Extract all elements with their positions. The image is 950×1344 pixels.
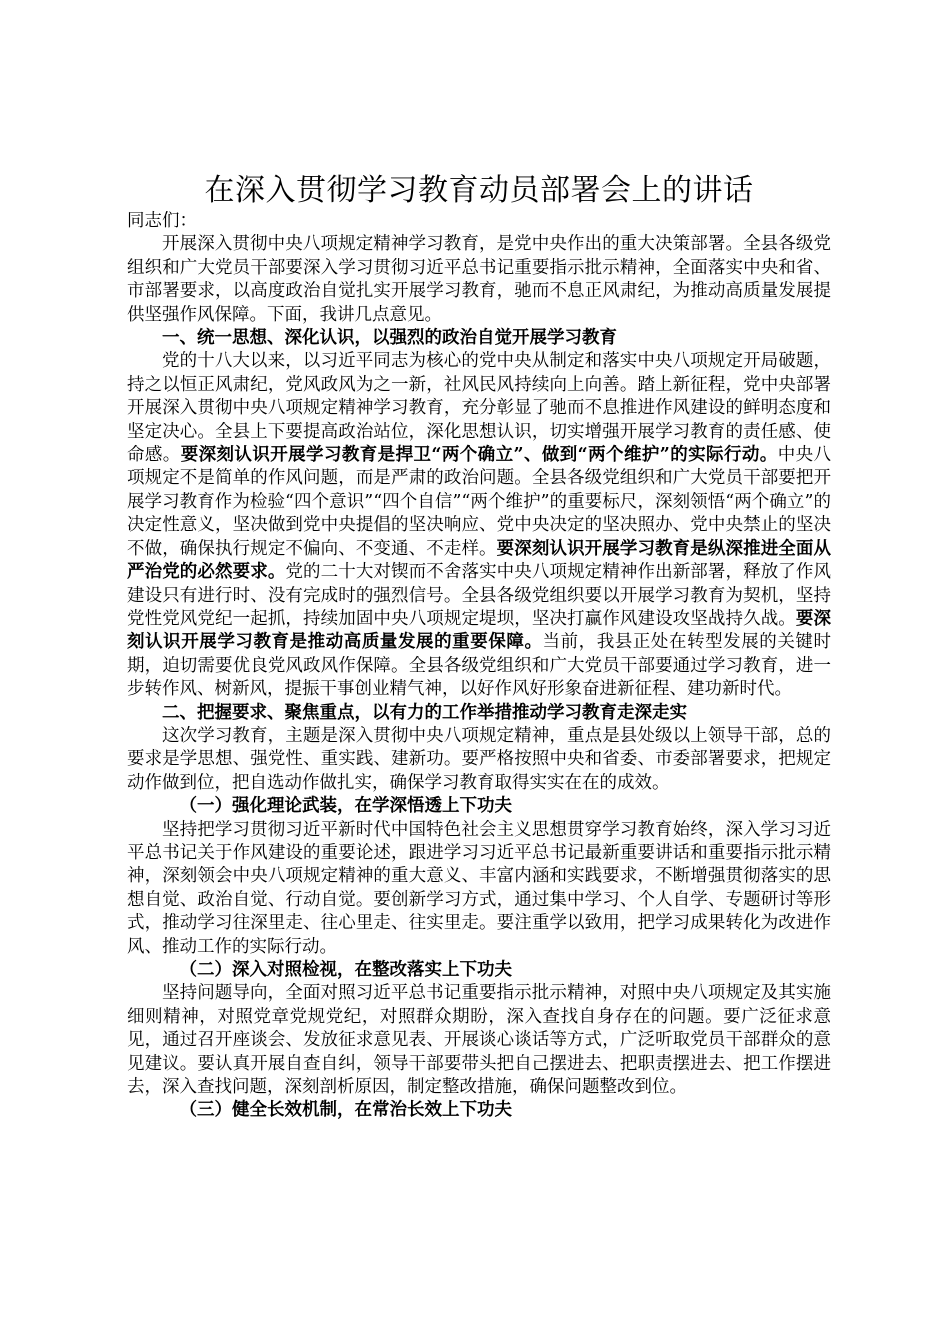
section-2-intro: 这次学习教育，主题是深入贯彻中央八项规定精神，重点是县处级以上领导干部，总的要求是学思想、强党性、重实践、建新功。要严格按照中央和省委、市委部署要求，把规定动作做到位，把自选动作做扎实，确保学习教育取得实实在在的成效。 — [127, 725, 831, 793]
salutation: 同志们： — [127, 211, 197, 231]
section-1-text-a: 党的十八大以来，以习近平同志为核心的党中央从制定和落实中央八项规定开局破题，持之以恒正风肃纪，党风政风为之一新，社风民风持续向上向善。踏上新征程，党中央部署开展深入贯彻中央八项规定精神学习教育，充分彰显了驰而不息推进作风建设的鲜明态度和坚定决心。全县上下要提高政治站位，深化思想认识，切实增强开展学习教育的责任感、使命感。 — [127, 351, 831, 466]
subsection-2-heading: （二）深入对照检视，在整改落实上下功夫 — [179, 960, 512, 980]
section-2-heading: 二、把握要求、聚焦重点，以有力的工作举措推动学习教育走深走实 — [162, 702, 687, 723]
section-1-text-d: 当前，我县正处在转型发展的关键时期，迫切需要优良党风政风作保障。全县各级党组织和广大党员干部要通过学习教育，进一步转作风、树新风，提振干事创业精气神，以好作风好形象奋进新征程、建功新时代。 — [127, 632, 832, 700]
subsection-1-heading: （一）强化理论武装，在学深悟透上下功夫 — [179, 796, 512, 817]
section-1-emphasis-1: 要深刻认识开展学习教育是捍卫“两个确立”、做到“两个维护”的实际行动。 — [180, 445, 778, 466]
section-1-text-b: 中央八项规定不是简单的作风问题，而是严肃的政治问题。全县各级党组织和广大党员干部要把开展学习教育作为检验“四个意识”“四个自信”“两个维护”的重要标尺，深刻领悟“两个确立”的决定性意义，坚决做到党中央提倡的坚决响应、党中央决定的坚决照办、党中央禁止的坚决不做，确保执行规定不偏向、不变通、不走样。 — [127, 445, 831, 559]
section-1-heading: 一、统一思想、深化认识，以强烈的政治自觉开展学习教育 — [162, 328, 617, 349]
intro-paragraph: 开展深入贯彻中央八项规定精神学习教育，是党中央作出的重大决策部署。全县各级党组织和广大党员干部要深入学习贯彻习近平总书记重要指示批示精神，全面落实中央和省、市部署要求，以高度政治自觉扎实开展学习教育，驰而不息正风肃纪，为推动高质量发展提供坚强作风保障。下面，我讲几点意见。 — [127, 234, 831, 325]
subsection-1-body: 坚持把学习贯彻习近平新时代中国特色社会主义思想贯穿学习教育始终，深入学习习近平总书记关于作风建设的重要论述，跟进学习习近平总书记最新重要讲话和重要指示批示精神，深刻领会中央八项规定精神的重大意义、丰富内涵和实践要求，不断增强贯彻落实的思想自觉、政治自觉、行动自觉。要创新学习方式，通过集中学习、个人自学、专题研讨等形式，推动学习往深里走、往心里走、往实里走。要注重学以致用，把学习成果转化为改进作风、推动工作的实际行动。 — [127, 819, 831, 957]
section-1-emphasis-2: 要深刻认识开展学习教育是纵深推进全面从严治党的必然要求。 — [127, 538, 832, 583]
section-1-emphasis-3: 要深刻认识开展学习教育是推动高质量发展的重要保障。 — [127, 608, 832, 653]
subsection-3-heading: （三）健全长效机制，在常治长效上下功夫 — [179, 1100, 512, 1121]
section-1-paragraph — [127, 350, 831, 701]
document-page — [127, 172, 831, 1123]
section-1-text-c: 党的二十大对锲而不舍落实中央八项规定精神作出新部署，释放了作风建设只有进行时、没有完成时的强烈信号。全县各级党组织要以开展学习教育为契机，坚持党性党风党纪一起抓，持续加固中央八项规定堤坝，坚决打赢作风建设攻坚战持久战。 — [127, 562, 832, 629]
subsection-2-body: 坚持问题导向，全面对照习近平总书记重要指示批示精神，对照中央八项规定及其实施细则精神，对照党章党规党纪，对照群众期盼，深入查找自身存在的问题。要广泛征求意见，通过召开座谈会、发放征求意见表、开展谈心谈话等方式，广泛听取党员干部群众的意见建议。要认真开展自查自纠，领导干部要带头把自己摆进去、把职责摆进去、把工作摆进去，深入查找问题，深刻剖析原因，制定整改措施，确保问题整改到位。 — [127, 983, 831, 1098]
document-title: 在深入贯彻学习教育动员部署会上的讲话 — [204, 173, 754, 208]
